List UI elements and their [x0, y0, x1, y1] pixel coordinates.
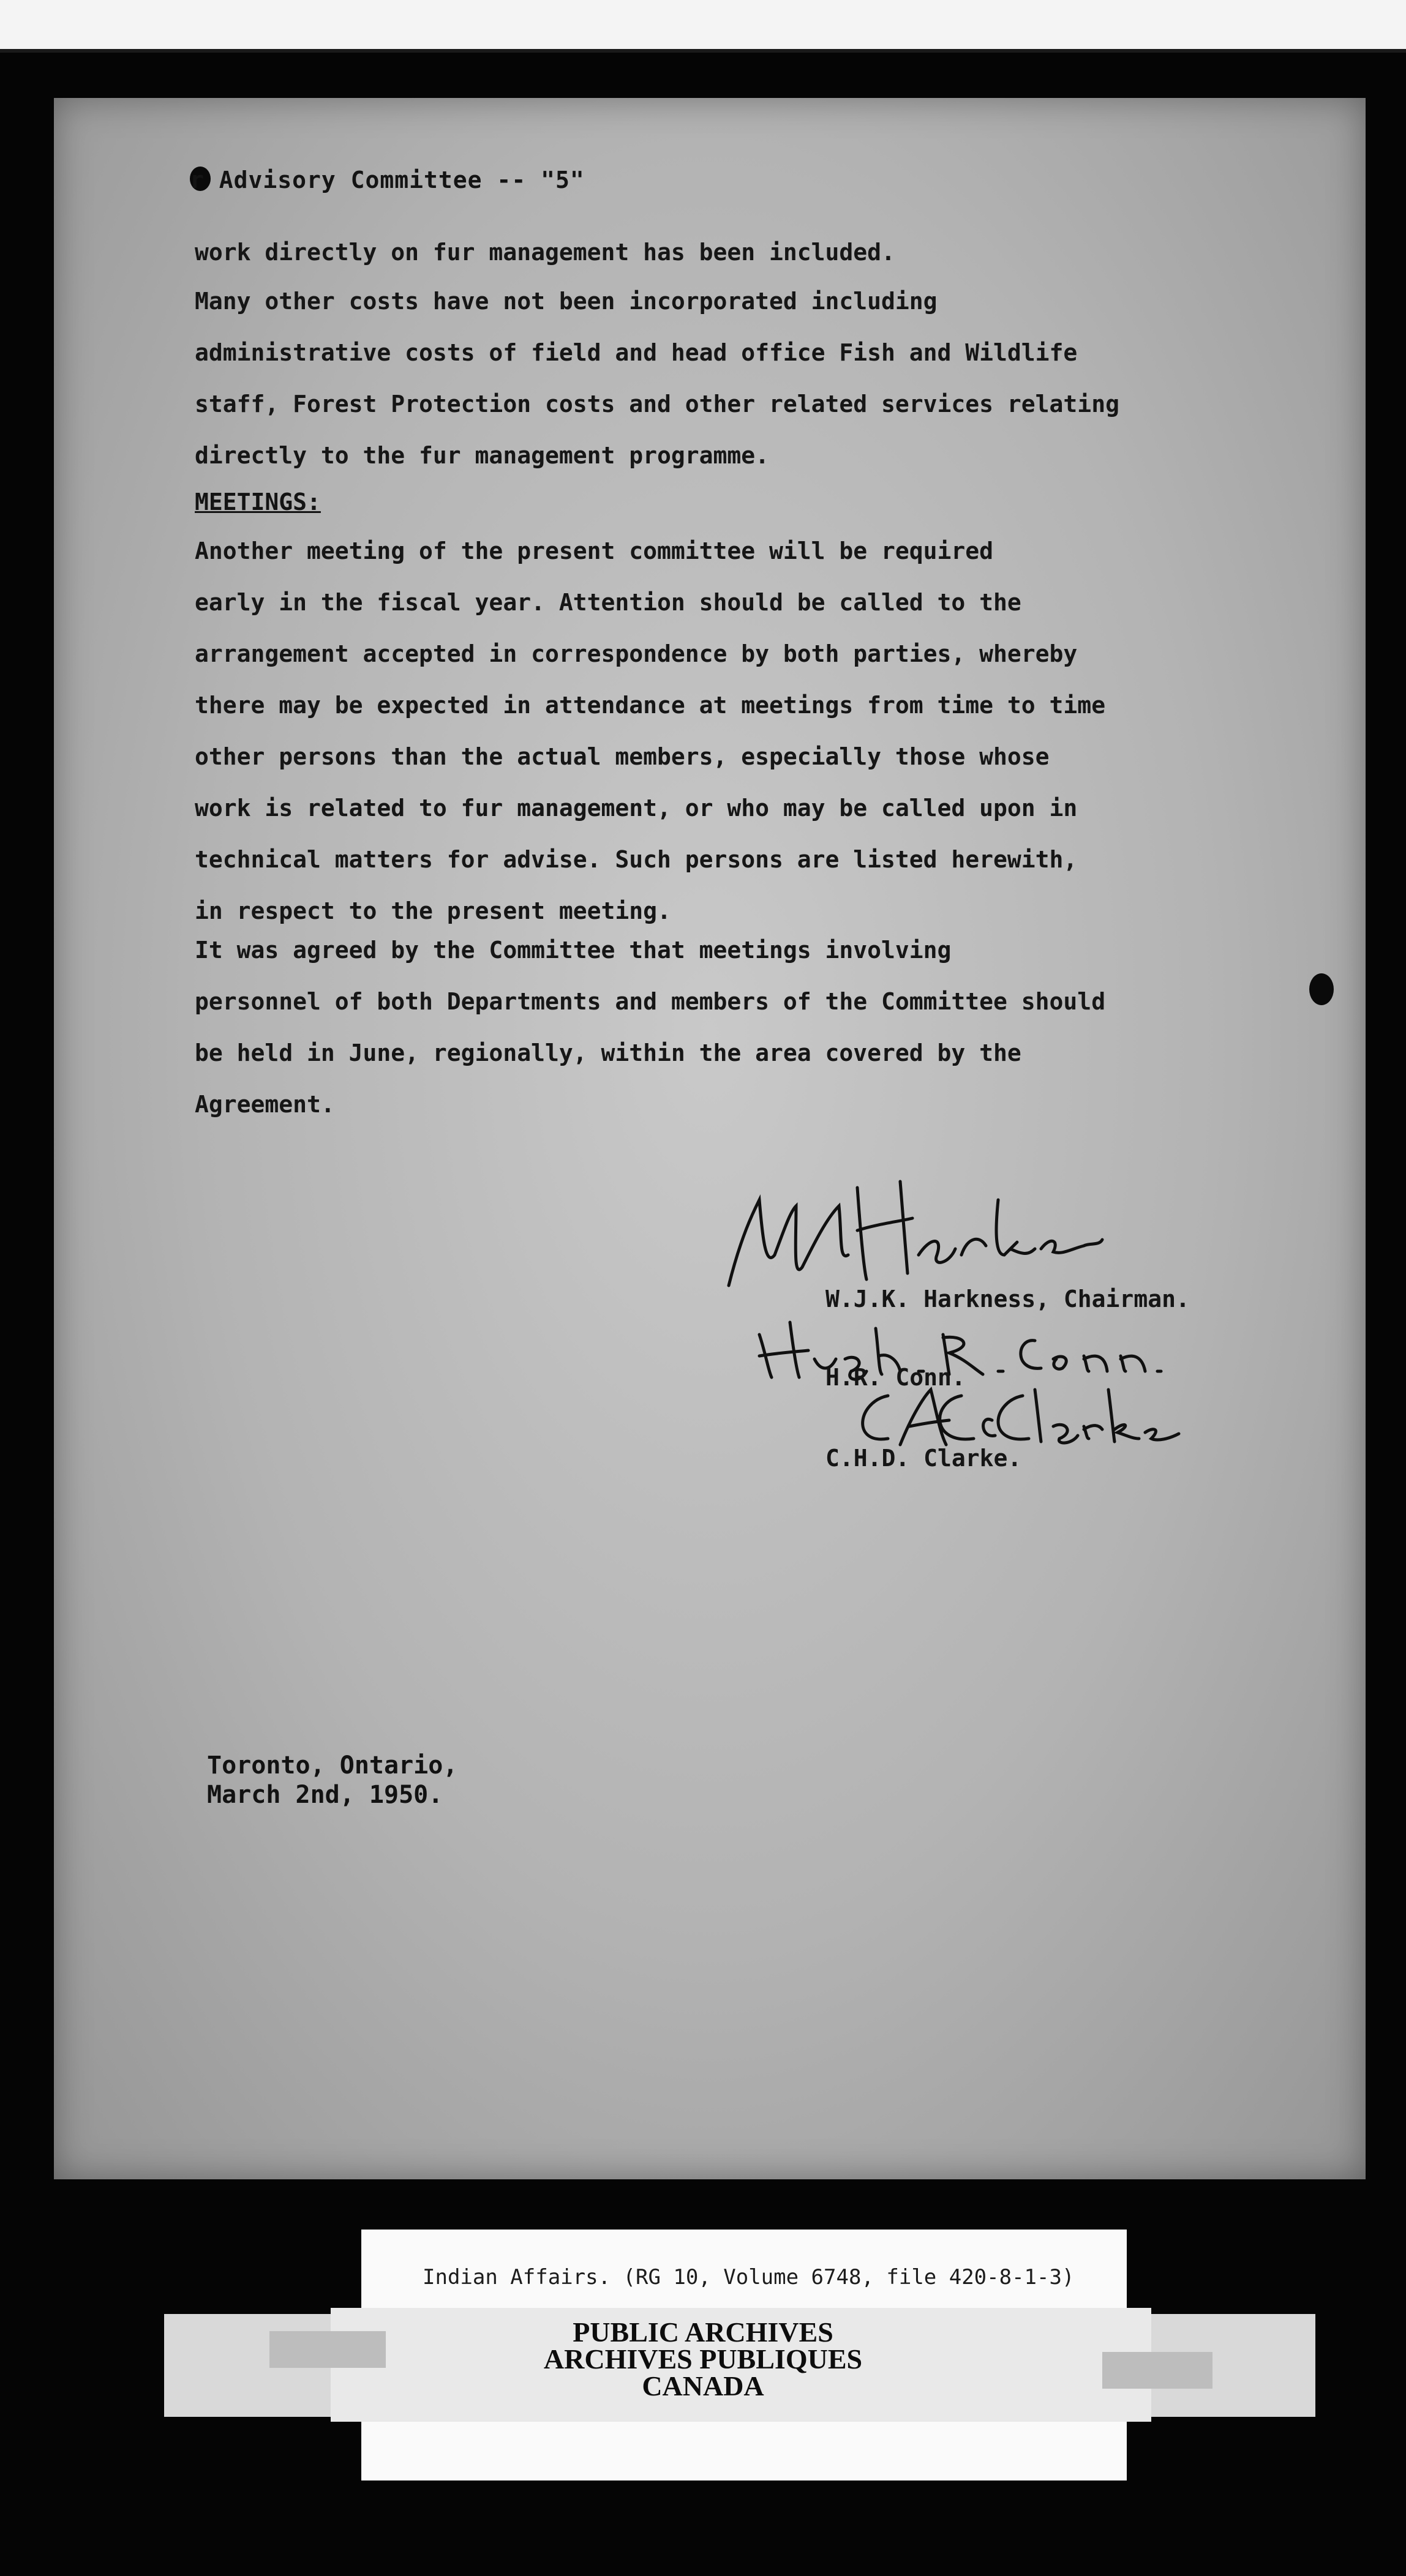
text-line: personnel of both Departments and members of the Committee should — [195, 988, 1106, 1015]
text-line: directly to the fur management programme. — [195, 442, 769, 469]
text-line: arrangement accepted in correspondence by both parties, whereby — [195, 640, 1078, 667]
signatory-clarke: C.H.D. Clarke. — [825, 1445, 1022, 1472]
top-margin-strip — [0, 0, 1406, 53]
text-line: staff, Forest Protection costs and other related services relating — [195, 391, 1119, 417]
text-line: there may be expected in attendance at meetings from time to time — [195, 692, 1106, 719]
text-line: other persons than the actual members, especially those whose — [195, 743, 1050, 770]
paragraph-continuation — [195, 227, 1236, 278]
place-and-date — [207, 1751, 457, 1810]
archive-stamp-line1: PUBLIC ARCHIVES — [573, 2316, 833, 2348]
text-line: Another meeting of the present committee will be required — [195, 537, 994, 564]
page-header: r Advisory Committee -- "5" — [190, 167, 585, 193]
paragraph-meetings — [195, 525, 1236, 937]
paragraph-june-meetings — [195, 924, 1236, 1130]
text-line: technical matters for advise. Such persons are listed herewith, — [195, 846, 1078, 873]
text-line: work directly on fur management has been included. — [195, 239, 895, 266]
paragraph-costs — [195, 275, 1236, 481]
place-date: March 2nd, 1950. — [207, 1781, 443, 1809]
archive-reference: Indian Affairs. (RG 10, Volume 6748, file 420-8-1-3) — [423, 2265, 1075, 2290]
text-line: administrative costs of field and head office Fish and Wildlife — [195, 339, 1078, 366]
signatory-conn: H.R. Conn. — [825, 1364, 966, 1391]
text-line: early in the fiscal year. Attention should be called to the — [195, 589, 1021, 616]
punch-hole-mark — [1309, 973, 1334, 1005]
place-city: Toronto, Ontario, — [207, 1751, 458, 1780]
text-line: Many other costs have not been incorporated including — [195, 288, 938, 315]
archive-stamp-line3: CANADA — [642, 2370, 764, 2402]
text-line: be held in June, regionally, within the area covered by the — [195, 1039, 1021, 1066]
text-line: work is related to fur management, or who may be called upon in — [195, 795, 1078, 822]
signatory-chairman: W.J.K. Harkness, Chairman. — [825, 1286, 1190, 1312]
archive-stamp-line2: ARCHIVES PUBLIQUES — [543, 2343, 863, 2375]
meetings-heading: MEETINGS: — [195, 489, 321, 515]
text-line: in respect to the present meeting. — [195, 897, 671, 924]
text-line: It was agreed by the Committee that meetings involving — [195, 937, 952, 964]
text-line: Agreement. — [195, 1091, 335, 1118]
